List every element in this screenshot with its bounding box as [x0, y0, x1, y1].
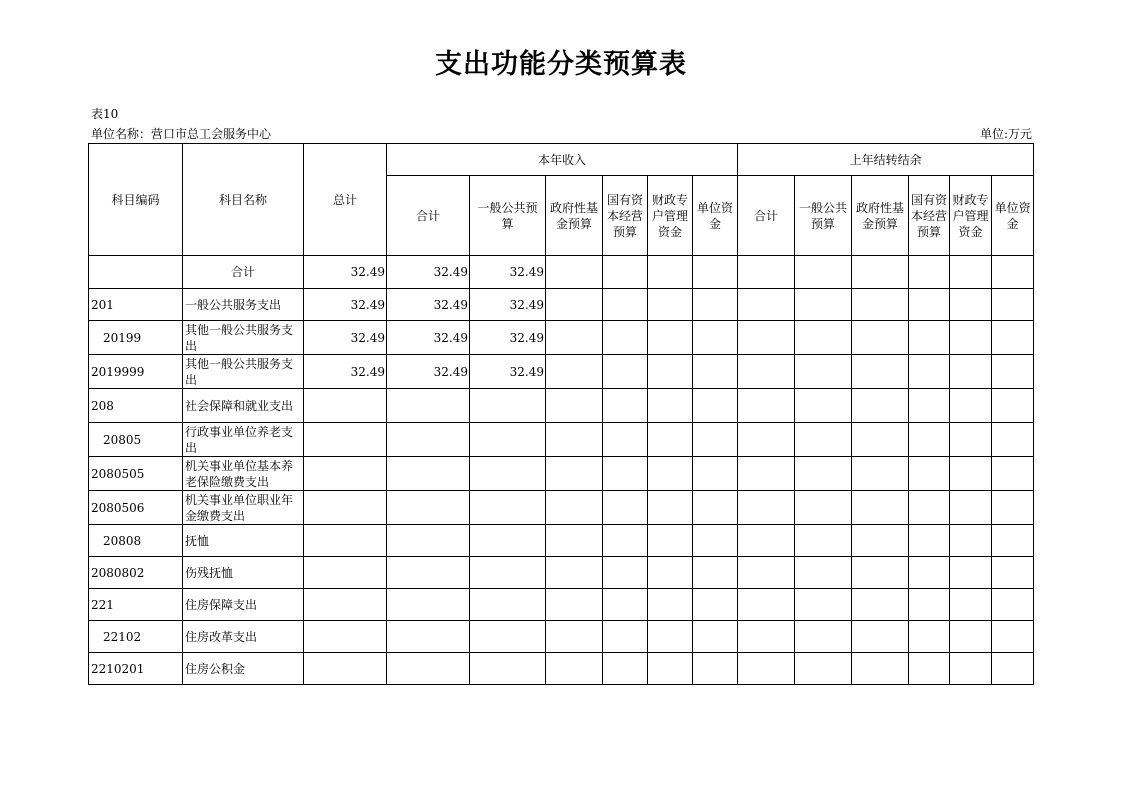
cell-empty: [795, 491, 852, 525]
cell-code: 201: [89, 289, 183, 321]
cell-empty: [693, 389, 738, 423]
cell-empty: [603, 589, 648, 621]
cell-empty: [909, 457, 950, 491]
cell-empty: [603, 621, 648, 653]
cell-empty: [546, 525, 603, 557]
cell-empty: [795, 525, 852, 557]
cell-empty: [603, 256, 648, 289]
cell-empty: [693, 491, 738, 525]
cell-empty: [950, 256, 992, 289]
header-co-unit: 单位资金: [992, 176, 1034, 256]
cell-empty: [546, 256, 603, 289]
cell-cy-total: [387, 621, 470, 653]
cell-empty: [693, 423, 738, 457]
cell-empty: [950, 525, 992, 557]
cell-empty: [603, 389, 648, 423]
cell-empty: [738, 557, 795, 589]
cell-empty: [992, 653, 1034, 685]
cell-empty: [795, 457, 852, 491]
cell-empty: [852, 457, 909, 491]
cell-empty: [909, 557, 950, 589]
cell-empty: [852, 389, 909, 423]
cell-cy-total: [387, 457, 470, 491]
cell-empty: [648, 525, 693, 557]
cell-empty: [693, 621, 738, 653]
cell-empty: [795, 389, 852, 423]
cell-cy-general: [470, 423, 546, 457]
cell-code: 208: [89, 389, 183, 423]
cell-empty: [738, 457, 795, 491]
cell-empty: [738, 389, 795, 423]
cell-cy-general: [470, 457, 546, 491]
budget-table: [88, 143, 1034, 685]
table-number: 表10: [91, 107, 119, 121]
cell-empty: [950, 621, 992, 653]
cell-empty: [992, 621, 1034, 653]
cell-empty: [909, 491, 950, 525]
cell-empty: [950, 389, 992, 423]
cell-empty: [693, 589, 738, 621]
cell-cy-total: [387, 589, 470, 621]
cell-cy-total: [387, 491, 470, 525]
cell-empty: [992, 289, 1034, 321]
cell-empty: [648, 389, 693, 423]
cell-empty: [795, 423, 852, 457]
cell-total: [304, 457, 387, 491]
cell-code: 2080506: [89, 491, 183, 525]
cell-empty: [852, 256, 909, 289]
cell-empty: [992, 525, 1034, 557]
cell-empty: [648, 457, 693, 491]
cell-empty: [795, 589, 852, 621]
cell-empty: [795, 321, 852, 355]
cell-total: 32.49: [304, 355, 387, 389]
cell-empty: [648, 589, 693, 621]
cell-empty: [693, 457, 738, 491]
cell-empty: [546, 589, 603, 621]
cell-empty: [852, 423, 909, 457]
table-row: [89, 457, 1034, 491]
currency-unit: 单位:万元: [979, 127, 1032, 141]
cell-cy-total: [387, 557, 470, 589]
cell-code: 221: [89, 589, 183, 621]
cell-cy-general: 32.49: [470, 256, 546, 289]
cell-code: 20808: [89, 525, 183, 557]
cell-cy-general: 32.49: [470, 321, 546, 355]
cell-cy-general: [470, 653, 546, 685]
header-cy-total: 合计: [387, 176, 470, 256]
header-co-total: 合计: [738, 176, 795, 256]
cell-cy-total: [387, 653, 470, 685]
table-row: [89, 389, 1034, 423]
cell-empty: [546, 423, 603, 457]
header-cy-general: 一般公共预算: [470, 176, 546, 256]
table-row-total: [89, 256, 1034, 289]
cell-empty: [950, 589, 992, 621]
header-cy-special: 财政专户管理资金: [648, 176, 693, 256]
cell-name: 其他一般公共服务支出: [183, 321, 304, 355]
cell-empty: [648, 423, 693, 457]
cell-empty: [693, 256, 738, 289]
cell-total: [304, 621, 387, 653]
cell-empty: [909, 653, 950, 685]
cell-total: [304, 525, 387, 557]
table-row: [89, 289, 1034, 321]
cell-empty: [738, 289, 795, 321]
cell-total: [304, 653, 387, 685]
cell-empty: [546, 355, 603, 389]
cell-name: 合计: [183, 256, 304, 289]
cell-name: 社会保障和就业支出: [183, 389, 304, 423]
cell-empty: [648, 321, 693, 355]
cell-empty: [603, 321, 648, 355]
cell-name: 机关事业单位基本养老保险缴费支出: [183, 457, 304, 491]
table-row: [89, 653, 1034, 685]
cell-name: 机关事业单位职业年金缴费支出: [183, 491, 304, 525]
cell-cy-general: [470, 525, 546, 557]
cell-empty: [852, 525, 909, 557]
cell-empty: [992, 355, 1034, 389]
cell-empty: [795, 621, 852, 653]
cell-empty: [546, 289, 603, 321]
cell-empty: [603, 289, 648, 321]
cell-empty: [738, 621, 795, 653]
cell-empty: [603, 557, 648, 589]
cell-empty: [909, 355, 950, 389]
cell-empty: [852, 491, 909, 525]
cell-name: 住房公积金: [183, 653, 304, 685]
cell-empty: [546, 457, 603, 491]
cell-empty: [950, 653, 992, 685]
cell-code: 2080505: [89, 457, 183, 491]
table-row: [89, 557, 1034, 589]
cell-empty: [693, 557, 738, 589]
cell-cy-general: 32.49: [470, 355, 546, 389]
cell-empty: [909, 321, 950, 355]
table-row: [89, 423, 1034, 457]
cell-cy-general: [470, 557, 546, 589]
cell-empty: [603, 653, 648, 685]
cell-empty: [693, 355, 738, 389]
cell-empty: [992, 589, 1034, 621]
cell-empty: [648, 289, 693, 321]
cell-empty: [738, 321, 795, 355]
cell-empty: [795, 256, 852, 289]
cell-empty: [648, 355, 693, 389]
table-row: [89, 525, 1034, 557]
table-row: [89, 321, 1034, 355]
cell-cy-total: [387, 389, 470, 423]
cell-code: 2210201: [89, 653, 183, 685]
cell-empty: [693, 321, 738, 355]
cell-cy-total: 32.49: [387, 321, 470, 355]
cell-empty: [738, 653, 795, 685]
cell-empty: [603, 457, 648, 491]
cell-empty: [738, 491, 795, 525]
table-row: [89, 491, 1034, 525]
cell-name: 抚恤: [183, 525, 304, 557]
cell-empty: [909, 389, 950, 423]
header-co-soe: 国有资本经营预算: [909, 176, 950, 256]
cell-name: 行政事业单位养老支出: [183, 423, 304, 457]
cell-cy-general: [470, 389, 546, 423]
cell-empty: [992, 491, 1034, 525]
cell-code: [89, 256, 183, 289]
cell-cy-total: 32.49: [387, 355, 470, 389]
cell-empty: [648, 557, 693, 589]
cell-cy-general: [470, 621, 546, 653]
cell-name: 伤残抚恤: [183, 557, 304, 589]
cell-empty: [603, 525, 648, 557]
cell-empty: [738, 589, 795, 621]
cell-total: [304, 589, 387, 621]
cell-empty: [546, 557, 603, 589]
cell-empty: [738, 256, 795, 289]
cell-empty: [738, 525, 795, 557]
cell-name: 住房改革支出: [183, 621, 304, 653]
cell-empty: [852, 589, 909, 621]
cell-empty: [546, 491, 603, 525]
header-carryover: 上年结转结余: [738, 144, 1034, 176]
cell-empty: [738, 355, 795, 389]
cell-empty: [546, 389, 603, 423]
cell-empty: [950, 289, 992, 321]
header-cy-gov-fund: 政府性基金预算: [546, 176, 603, 256]
cell-empty: [950, 457, 992, 491]
cell-empty: [992, 321, 1034, 355]
cell-total: 32.49: [304, 256, 387, 289]
cell-code: 2080802: [89, 557, 183, 589]
cell-empty: [795, 355, 852, 389]
cell-total: [304, 423, 387, 457]
cell-empty: [852, 557, 909, 589]
cell-empty: [950, 557, 992, 589]
cell-empty: [693, 653, 738, 685]
header-co-special: 财政专户管理资金: [950, 176, 992, 256]
cell-empty: [546, 321, 603, 355]
cell-empty: [909, 289, 950, 321]
cell-cy-total: 32.49: [387, 289, 470, 321]
cell-empty: [852, 653, 909, 685]
cell-empty: [909, 525, 950, 557]
cell-empty: [738, 423, 795, 457]
page-title: 支出功能分类预算表: [435, 49, 687, 80]
cell-empty: [648, 653, 693, 685]
cell-empty: [992, 389, 1034, 423]
unit-name: 单位名称：营口市总工会服务中心: [91, 127, 272, 141]
table-row: [89, 355, 1034, 389]
cell-empty: [603, 491, 648, 525]
cell-empty: [909, 256, 950, 289]
cell-total: [304, 557, 387, 589]
cell-name: 其他一般公共服务支出: [183, 355, 304, 389]
cell-empty: [603, 423, 648, 457]
cell-empty: [992, 256, 1034, 289]
cell-empty: [546, 653, 603, 685]
cell-empty: [648, 621, 693, 653]
cell-cy-general: 32.49: [470, 289, 546, 321]
cell-empty: [950, 355, 992, 389]
cell-empty: [852, 355, 909, 389]
cell-empty: [546, 621, 603, 653]
cell-cy-general: [470, 491, 546, 525]
table-row: [89, 589, 1034, 621]
cell-empty: [909, 589, 950, 621]
header-cy-unit: 单位资金: [693, 176, 738, 256]
cell-name: 住房保障支出: [183, 589, 304, 621]
cell-total: [304, 491, 387, 525]
cell-cy-total: [387, 423, 470, 457]
cell-empty: [795, 653, 852, 685]
cell-empty: [795, 289, 852, 321]
cell-empty: [852, 321, 909, 355]
cell-cy-general: [470, 589, 546, 621]
header-cy-soe: 国有资本经营预算: [603, 176, 648, 256]
cell-empty: [950, 491, 992, 525]
cell-code: 20805: [89, 423, 183, 457]
cell-code: 20199: [89, 321, 183, 355]
cell-code: 22102: [89, 621, 183, 653]
cell-empty: [950, 423, 992, 457]
header-total: 总计: [304, 144, 387, 256]
cell-empty: [992, 557, 1034, 589]
header-co-general: 一般公共预算: [795, 176, 852, 256]
cell-empty: [693, 289, 738, 321]
cell-empty: [909, 621, 950, 653]
header-co-gov-fund: 政府性基金预算: [852, 176, 909, 256]
header-code: 科目编码: [89, 144, 183, 256]
header-name: 科目名称: [183, 144, 304, 256]
cell-empty: [648, 256, 693, 289]
cell-empty: [648, 491, 693, 525]
cell-empty: [950, 321, 992, 355]
cell-empty: [852, 289, 909, 321]
header-current-year: 本年收入: [387, 144, 738, 176]
cell-empty: [795, 557, 852, 589]
cell-empty: [693, 525, 738, 557]
cell-empty: [992, 423, 1034, 457]
cell-empty: [992, 457, 1034, 491]
cell-empty: [603, 355, 648, 389]
cell-total: 32.49: [304, 289, 387, 321]
cell-code: 2019999: [89, 355, 183, 389]
cell-name: 一般公共服务支出: [183, 289, 304, 321]
cell-empty: [909, 423, 950, 457]
cell-cy-total: 32.49: [387, 256, 470, 289]
cell-total: 32.49: [304, 321, 387, 355]
cell-empty: [852, 621, 909, 653]
table-row: [89, 621, 1034, 653]
cell-cy-total: [387, 525, 470, 557]
cell-total: [304, 389, 387, 423]
